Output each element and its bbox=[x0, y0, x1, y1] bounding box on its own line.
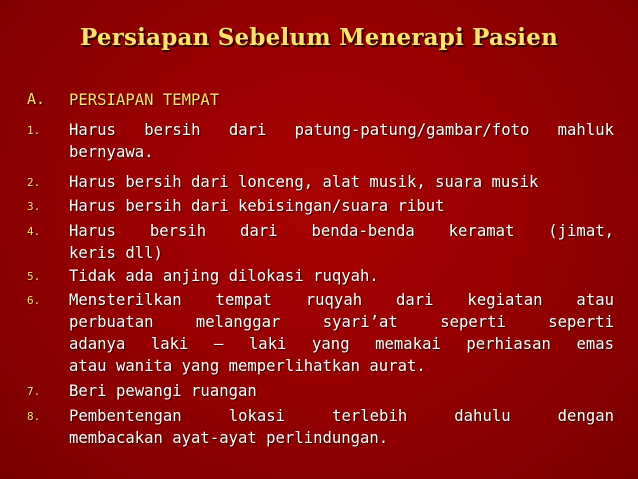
list-marker: A. bbox=[27, 90, 46, 108]
list-marker: 1. bbox=[27, 124, 41, 137]
slide-title: Persiapan Sebelum Menerapi Pasien bbox=[79, 24, 558, 51]
list-item-text: Mensterilkan tempat ruqyah dari kegiatan atau bbox=[69, 291, 614, 309]
list-marker: 6. bbox=[27, 294, 41, 307]
list-marker: 5. bbox=[27, 270, 41, 283]
list-item-text: perbuatan melanggar syari’at seperti seperti bbox=[69, 313, 614, 331]
list-item-text: atau wanita yang memperlihatkan aurat. bbox=[69, 357, 426, 375]
list-item-text: Harus bersih dari patung-patung/gambar/foto mahluk bbox=[69, 121, 614, 139]
list-item-text: Harus bersih dari kebisingan/suara ribut bbox=[69, 197, 445, 215]
list-item-text: membacakan ayat-ayat perlindungan. bbox=[69, 429, 389, 447]
list-item-text: Harus bersih dari lonceng, alat musik, suara musik bbox=[69, 173, 539, 191]
list-item-text: Tidak ada anjing dilokasi ruqyah. bbox=[69, 267, 379, 285]
list-marker: 3. bbox=[27, 200, 41, 213]
list-item-text: adanya laki – laki yang memakai perhiasan emas bbox=[69, 335, 614, 353]
list-item-text: keris dll) bbox=[69, 244, 163, 262]
list-item-text: bernyawa. bbox=[69, 143, 154, 161]
list-marker: 8. bbox=[27, 410, 41, 423]
list-item-text: Harus bersih dari benda-benda keramat (jimat, bbox=[69, 222, 614, 240]
list-item-text: Pembentengan lokasi terlebih dahulu dengan bbox=[69, 407, 614, 425]
list-marker: 4. bbox=[27, 225, 41, 238]
list-item-text: PERSIAPAN TEMPAT bbox=[69, 91, 220, 109]
list-marker: 2. bbox=[27, 176, 41, 189]
list-item-text: Beri pewangi ruangan bbox=[69, 382, 257, 400]
list-marker: 7. bbox=[27, 385, 41, 398]
